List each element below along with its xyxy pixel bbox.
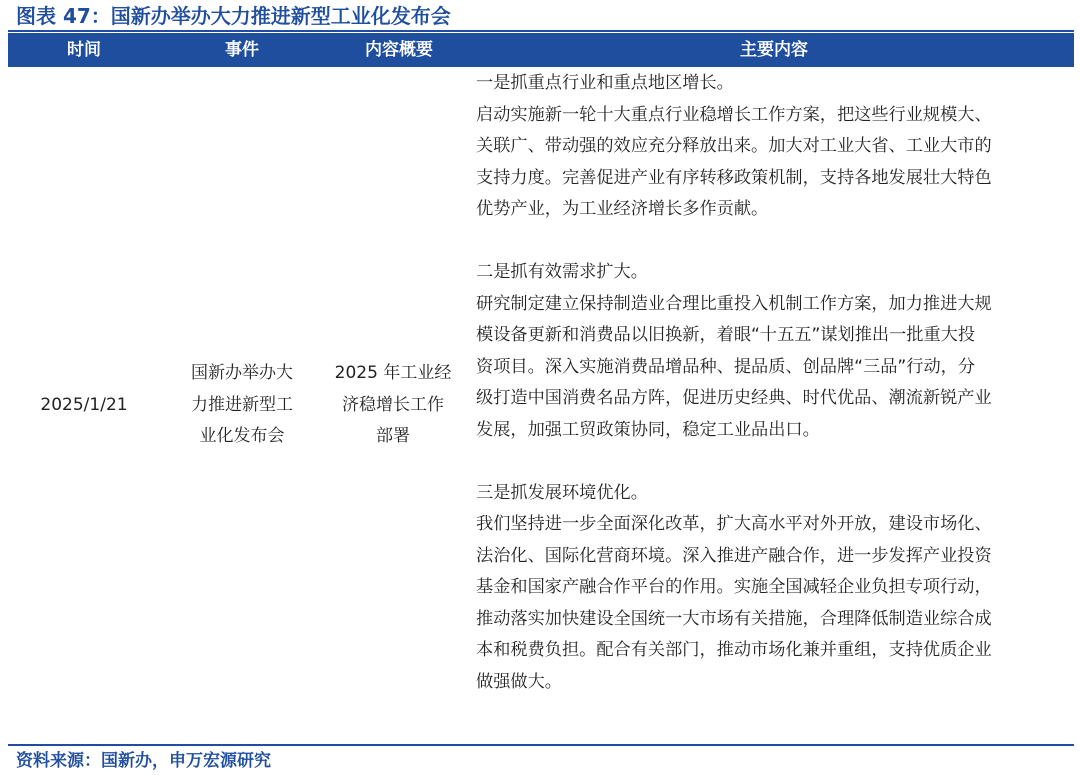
figure-title: 图表 47：国新办举办大力推进新型工业化发布会 <box>16 4 451 28</box>
cell-date: 2025/1/21 <box>40 395 128 415</box>
content-line: 模设备更新和消费品以旧换新，着眼“十五五”谋划推出一批重大投 <box>476 325 976 345</box>
cell-event-line: 业化发布会 <box>199 426 285 446</box>
footer-divider <box>8 744 1074 746</box>
cell-event-line: 力推进新型工 <box>191 394 293 415</box>
content-line: 发展，加强工贸政策协同，稳定工业品出口。 <box>476 419 820 440</box>
content-line: 优势产业，为工业经济增长多作贡献。 <box>476 199 769 219</box>
cell-summary <box>318 358 468 453</box>
header-summary: 内容概要 <box>365 40 433 60</box>
content-line: 关联广、带动强的效应充分释放出来。加大对工业大省、工业大市的 <box>476 136 992 156</box>
title-divider <box>8 30 1074 32</box>
content-line: 支持力度。完善促进产业有序转移政策机制，支持各地发展壮大特色 <box>476 167 992 188</box>
table-header <box>8 33 1074 67</box>
header-time: 时间 <box>67 40 101 60</box>
figure-title-bar <box>0 0 1080 32</box>
content-line: 启动实施新一轮十大重点行业稳增长工作方案，把这些行业规模大、 <box>476 104 992 125</box>
cell-main-content <box>476 68 1072 698</box>
content-line: 研究制定建立保持制造业合理比重投入机制工作方案，加力推进大规 <box>476 293 992 314</box>
content-line: 三是抓发展环境优化。 <box>476 482 648 503</box>
content-spacer <box>476 446 1072 478</box>
content-line: 一是抓重点行业和重点地区增长。 <box>476 73 734 93</box>
content-line: 我们坚持进一步全面深化改革，扩大高水平对外开放，建设市场化、 <box>476 514 992 534</box>
cell-event-line: 国新办举办大 <box>191 363 293 383</box>
header-event: 事件 <box>225 40 259 60</box>
content-line: 法治化、国际化营商环境。深入推进产融合作，进一步发挥产业投资 <box>476 545 992 566</box>
cell-summary-line: 2025 年工业经 <box>334 363 452 383</box>
content-line: 二是抓有效需求扩大。 <box>476 262 648 282</box>
header-main-content: 主要内容 <box>740 40 808 60</box>
content-line: 做强做大。 <box>476 671 562 692</box>
source-note: 资料来源：国新办，申万宏源研究 <box>16 751 271 771</box>
content-line: 基金和国家产融合作平台的作用。实施全国减轻企业负担专项行动， <box>476 577 992 597</box>
content-line: 本和税费负担。配合有关部门，推动市场化兼并重组，支持优质企业 <box>476 640 992 660</box>
content-line: 资项目。深入实施消费品增品种、提品质、创品牌“三品”行动，分 <box>476 356 976 377</box>
content-line: 推动落实加快建设全国统一大市场有关措施，合理降低制造业综合成 <box>476 608 992 629</box>
cell-summary-line: 济稳增长工作 <box>342 394 444 415</box>
cell-event <box>160 358 324 453</box>
cell-summary-line: 部署 <box>376 426 410 446</box>
content-line: 级打造中国消费名品方阵，促进历史经典、时代优品、潮流新锐产业 <box>476 388 992 408</box>
content-spacer <box>476 226 1072 258</box>
